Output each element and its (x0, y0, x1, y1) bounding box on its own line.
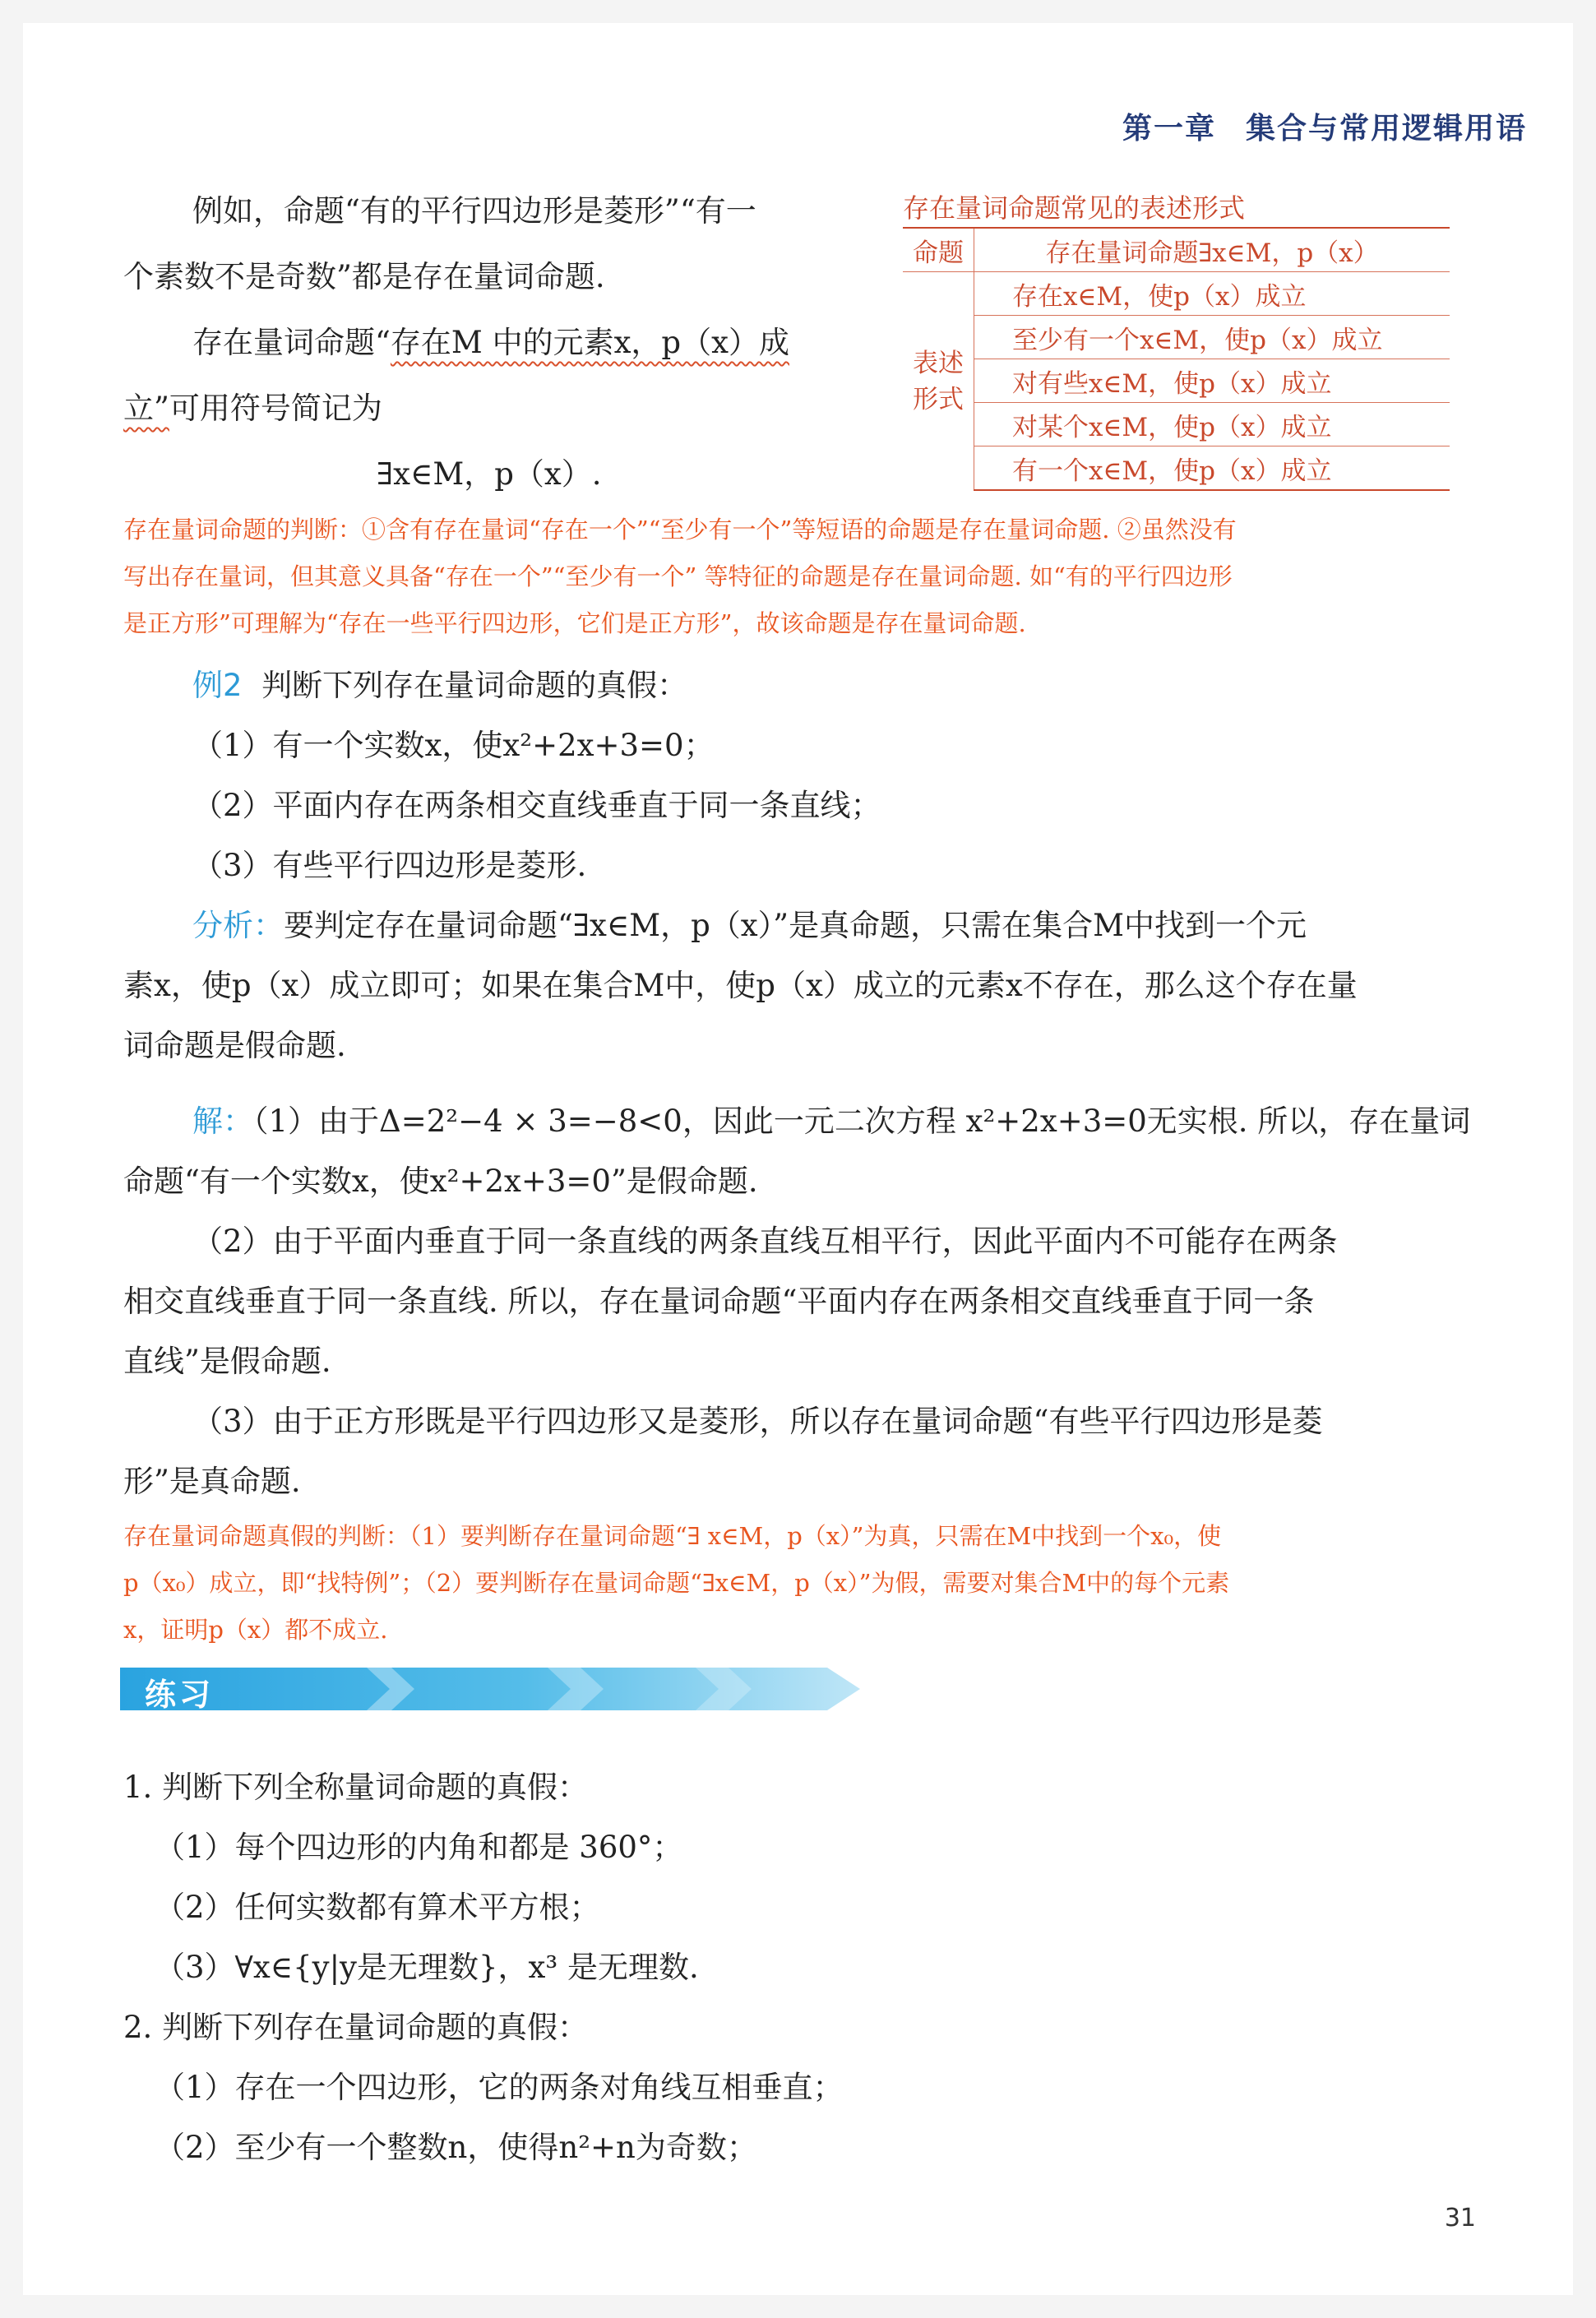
side-table-title: 存在量词命题常见的表述形式 (903, 192, 1246, 224)
analysis-label: 分析： (192, 908, 284, 943)
practice-question-1: 1. 判断下列全称量词命题的真假： (123, 1770, 589, 1805)
analysis-text-1: 要判定存在量词命题“∃x∈M，p（x）”是真命题，只需在集合M中找到一个元 (284, 908, 1307, 943)
chapter-number: 第一章 (1122, 112, 1216, 146)
example-heading (192, 656, 687, 715)
example-prompt: 判断下列存在量词命题的真假： (261, 668, 688, 703)
table-head-expression: 存在量词命题∃x∈M，p（x） (974, 228, 1450, 272)
textbook-page (23, 23, 1573, 2295)
solution-line-4: 相交直线垂直于同一条直线. 所以，存在量词命题“平面内存在两条相交直线垂直于同一条 (123, 1284, 1315, 1319)
intro-line-4-rest: 可用符号简记为 (169, 391, 382, 426)
note-1-line-2: 写出存在量词，但其意义具备“存在一个”“至少有一个” 等特征的命题是存在量词命题. 如“有的平行四边形 (123, 562, 1233, 590)
intro-line-4-wavy: 立” (123, 391, 169, 426)
note-1-line-3: 是正方形”可理解为“存在一些平行四边形，它们是正方形”，故该命题是存在量词命题. (123, 609, 1026, 637)
practice-q1-item-1: （1）每个四边形的内角和都是 360°； (155, 1830, 683, 1865)
example-label: 例2 (192, 668, 243, 703)
page-number: 31 (1444, 2204, 1476, 2232)
note-2-line-2: p（x₀）成立，即“找特例”；（2）要判断存在量词命题“∃x∈M，p（x）”为假，需要对集合M中的每个元素 (123, 1569, 1230, 1597)
row-head-line-2: 形式 (913, 384, 964, 414)
solution-label: 解： (192, 1103, 253, 1139)
solution-line-3: （2）由于平面内垂直于同一条直线的两条直线互相平行，因此平面内不可能存在两条 (192, 1224, 1338, 1259)
analysis-line-1 (192, 896, 1307, 955)
example-item-3: （3）有些平行四边形是菱形. (192, 848, 587, 883)
table-row-head (903, 272, 974, 491)
solution-line-1 (192, 1092, 1470, 1151)
chapter-header (1122, 105, 1527, 147)
table-form-3: 对有些x∈M，使p（x）成立 (974, 359, 1450, 403)
solution-text-1: （1）由于Δ=2²−4 × 3=−8<0，因此一元二次方程 x²+2x+3=0无实根. 所以，存在量词 (253, 1103, 1471, 1139)
solution-line-7: 形”是真命题. (123, 1464, 301, 1499)
practice-label: 练习 (145, 1677, 215, 1713)
table-form-4: 对某个x∈M，使p（x）成立 (974, 403, 1450, 446)
intro-line-3 (192, 313, 789, 372)
practice-question-2: 2. 判断下列存在量词命题的真假： (123, 2010, 589, 2045)
solution-line-5: 直线”是假命题. (123, 1344, 331, 1379)
expression-forms-table (903, 227, 1450, 491)
solution-line-6: （3）由于正方形既是平行四边形又是菱形，所以存在量词命题“有些平行四边形是菱 (192, 1404, 1323, 1439)
practice-q2-item-2: （2）至少有一个整数n，使得n²+n为奇数； (155, 2130, 757, 2165)
row-head-line-1: 表述 (913, 348, 964, 378)
note-2-line-3: x，证明p（x）都不成立. (123, 1616, 388, 1644)
solution-line-2: 命题“有一个实数x，使x²+2x+3=0”是假命题. (123, 1164, 758, 1199)
table-form-1: 存在x∈M，使p（x）成立 (974, 272, 1450, 316)
practice-banner (120, 1668, 860, 1710)
example-item-2: （2）平面内存在两条相交直线垂直于同一条直线； (192, 788, 881, 823)
chapter-title: 集合与常用逻辑用语 (1245, 112, 1527, 146)
note-1-line-1: 存在量词命题的判断：①含有存在量词“存在一个”“至少有一个”等短语的命题是存在量词命题. ②虽然没有 (123, 516, 1237, 544)
example-item-1: （1）有一个实数x，使x²+2x+3=0； (192, 728, 715, 763)
analysis-line-2: 素x，使p（x）成立即可；如果在集合M中，使p（x）成立的元素x不存在，那么这个存在量 (123, 968, 1358, 1003)
intro-line-4 (123, 379, 382, 438)
practice-q2-item-1: （1）存在一个四边形，它的两条对角线互相垂直； (155, 2070, 844, 2105)
note-2-line-1: 存在量词命题真假的判断：（1）要判断存在量词命题“∃ x∈M，p（x）”为真，只需在M中找到一个x₀，使 (123, 1522, 1222, 1550)
table-head-proposition: 命题 (903, 228, 974, 272)
intro-line-3-prefix: 存在量词命题“ (192, 325, 391, 360)
practice-q1-item-2: （2）任何实数都有算术平方根； (155, 1890, 600, 1925)
intro-line-2: 个素数不是奇数”都是存在量词命题. (123, 259, 605, 294)
table-form-2: 至少有一个x∈M，使p（x）成立 (974, 316, 1450, 359)
analysis-line-3: 词命题是假命题. (123, 1028, 346, 1063)
intro-line-3-wavy: 存在M 中的元素x，p（x）成 (390, 325, 789, 360)
table-form-5: 有一个x∈M，使p（x）成立 (974, 446, 1450, 491)
intro-line-1: 例如，命题“有的平行四边形是菱形”“有一 (192, 193, 756, 229)
practice-q1-item-3: （3）∀x∈{y|y是无理数}，x³ 是无理数. (155, 1950, 699, 1985)
existential-formula: ∃x∈M，p（x）. (377, 456, 602, 492)
